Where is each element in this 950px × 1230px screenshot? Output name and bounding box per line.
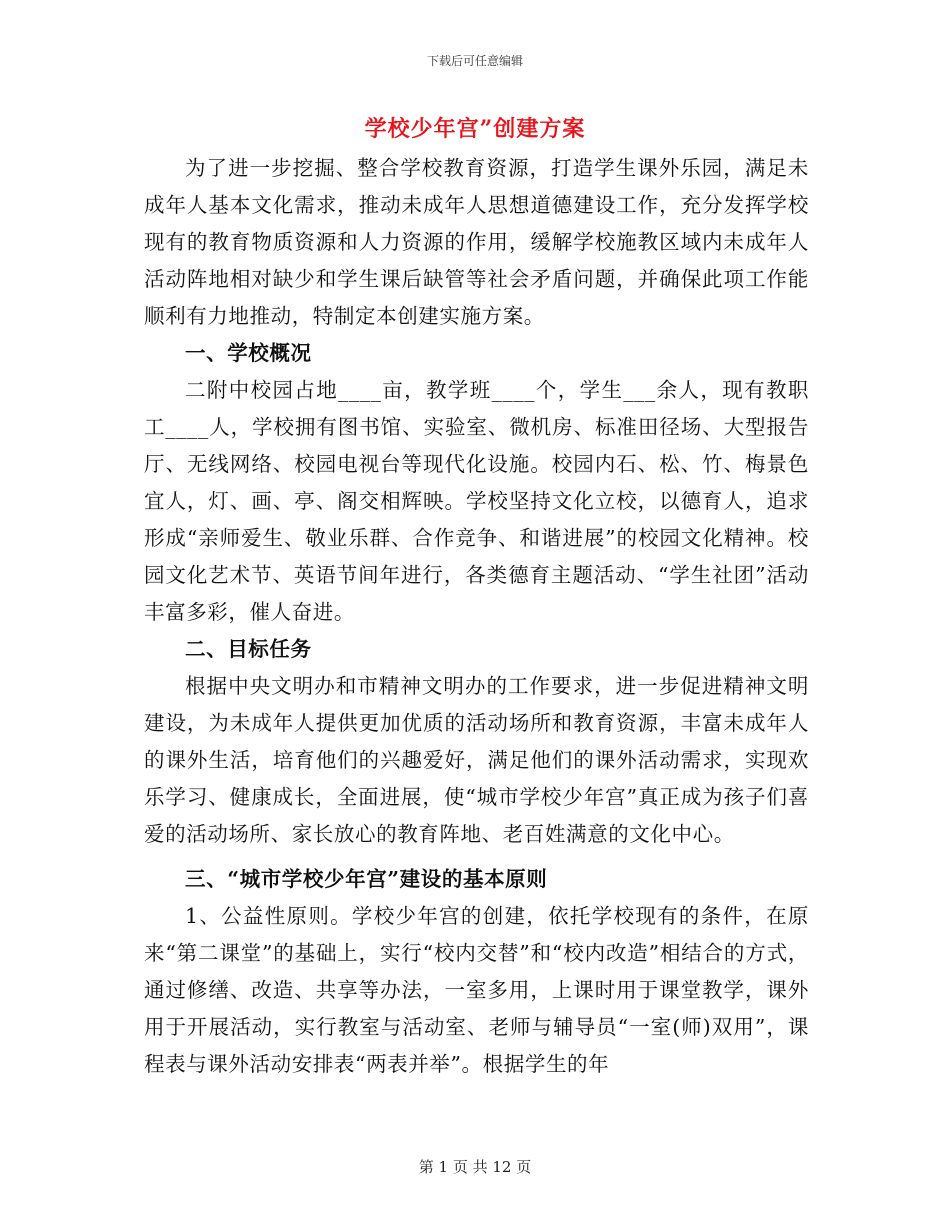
principles-paragraph: 1、公益性原则。学校少年宫的创建，依托学校现有的条件，在原来“第二课堂”的基础上，实行“校内交替”和“校内改造”相结合的方式，通过修缮、改造、共享等办法，一室多用，上课时用于课堂教学，课外用于开展活动，实行教室与活动室、老师与辅导员“一室(师)双用”，课程表与课外活动安排表“两表并举”。根据学生的年 <box>144 904 809 1076</box>
overview-paragraph: 二附中校园占地____亩，教学班____个，学生___余人，现有教职工____人，学校拥有图书馆、实验室、微机房、标准田径场、大型报告厅、无线网络、校园电视台等现代化设施。校园内石、松、竹、梅景色宜人，灯、画、亭、阁交相辉映。学校坚持文化立校，以德育人，追求形成“亲师爱生、敬业乐群、合作竞争、和谐进展”的校园文化精神。校园文化艺术节、英语节间年进行，各类德育主题活动、“学生社团”活动丰富多彩，催人奋进。 <box>144 378 809 624</box>
intro-paragraph: 为了进一步挖掘、整合学校教育资源，打造学生课外乐园，满足未成年人基本文化需求，推动未成年人思想道德建设工作，充分发挥学校现有的教育物质资源和人力资源的作用，缓解学校施教区域内未成年人活动阵地相对缺少和学生课后缺管等社会矛盾问题，并确保此项工作能顺利有力地推动，特制定本创建实施方案。 <box>144 156 809 328</box>
section-heading-goals: 二、目标任务 <box>185 637 312 661</box>
page-header: 下载后可任意编辑 <box>426 54 523 68</box>
section-heading-overview: 一、学校概况 <box>185 341 312 365</box>
document-title: 学校少年宫”创建方案 <box>364 116 586 142</box>
page-footer: 第 1 页 共 12 页 <box>418 1158 532 1176</box>
goals-paragraph: 根据中央文明办和市精神文明办的工作要求，进一步促进精神文明建设，为未成年人提供更加优质的活动场所和教育资源，丰富未成年人的课外生活，培育他们的兴趣爱好，满足他们的课外活动需求，实现欢乐学习、健康成长，全面进展，使“城市学校少年宫”真正成为孩子们喜爱的活动场所、家长放心的教育阵地、老百姓满意的文化中心。 <box>144 674 809 846</box>
section-heading-principles: 三、“城市学校少年宫”建设的基本原则 <box>185 867 548 891</box>
document-body <box>144 150 809 1083</box>
